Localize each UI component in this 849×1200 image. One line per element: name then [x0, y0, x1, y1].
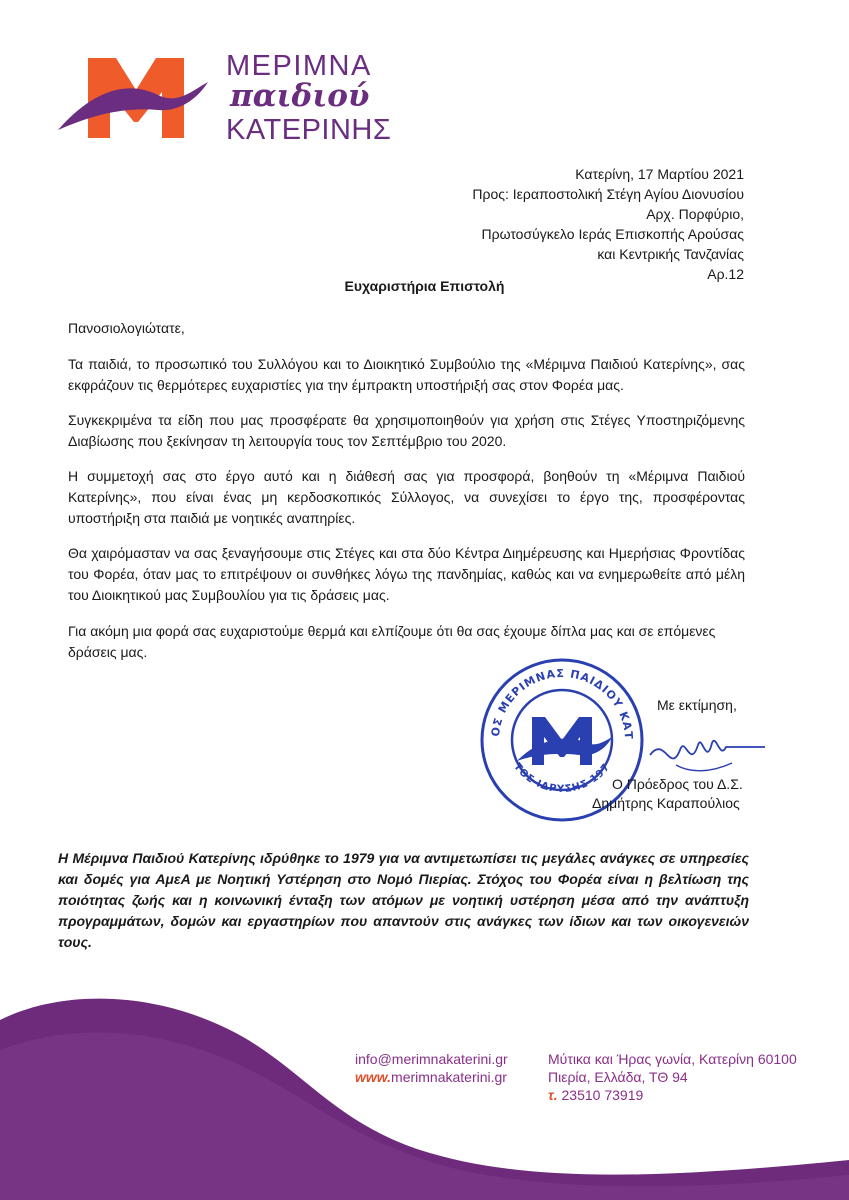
president-name: Δημήτρης Καραπούλιος [592, 795, 740, 811]
recipient-block [472, 164, 744, 284]
paragraph-5: Για ακόμη μια φορά σας ευχαριστούμε θερμά και ελπίζουμε ότι θα σας έχουμε δίπλα μας και σε επόμενες δράσεις μας. [68, 623, 716, 660]
paragraph-3: Η συμμετοχή σας στο έργο αυτό και η διάθεσή σας για προσφορά, βοηθούν τη «Μέριμνα Παιδιού Κατερίνης», που είναι ένας μη κερδοσκοπικός Σύλλογος, να συνεχίσει το έργο της, προσφέροντας υποστήριξη στα παιδιά με νοητικές αναπηρίες. [68, 468, 745, 526]
recipient-line: και Κεντρικής Τανζανίας [597, 246, 744, 262]
paragraph-4: Θα χαιρόμασταν να σας ξεναγήσουμε στις Στέγες και στα δύο Κέντρα Διημέρευσης και Ημερήσιας Φροντίδας του Φορέα, όταν μας το επιτρέψουν οι συνθήκες λόγω της πανδημίας, καθώς και να ενημερωθείτε από μέλη του Διοικητικού μας Συμβουλίου για τις δράσεις μας. [68, 545, 745, 603]
logo-m-mark [58, 50, 223, 150]
salutation: Πανοσιολογιώτατε, [68, 320, 185, 336]
organization-logo [58, 50, 392, 150]
signature [640, 715, 770, 785]
recipient-line: Προς: Ιεραποστολική Στέγη Αγίου Διονυσίου [472, 186, 744, 202]
address-line-1: Μύτικα και Ήρας γωνία, Κατερίνη 60100 [548, 1051, 797, 1067]
website-link[interactable] [355, 1068, 508, 1086]
logo-line-1: ΜΕΡΙΜΝΑ [226, 50, 372, 82]
logo-line-3: ΚΑΤΕΡΙΝΗΣ [226, 114, 392, 146]
president-title: Ο Πρόεδρος του Δ.Σ. [612, 776, 743, 792]
address-line-2: Πιερία, Ελλάδα, ΤΘ 94 [548, 1069, 688, 1085]
phone-prefix: τ. [548, 1087, 558, 1103]
contact-right [548, 1050, 797, 1104]
paragraph-1: Τα παιδιά, το προσωπικό του Συλλόγου και το Διοικητικό Συμβούλιο της «Μέριμνα Παιδιού Κατερίνης», σας εκφράζουν τις θερμότερες ευχαριστίες για την έμπρακτη υποστήριξή σας στον Φορέα μας. [68, 356, 745, 393]
letter-subject: Ευχαριστήρια Επιστολή [344, 278, 505, 294]
organization-description: Η Μέριμνα Παιδιού Κατερίνης ιδρύθηκε το 1979 για να αντιμετωπίσει τις μεγάλες ανάγκες σε υπηρεσίες και δομές για ΑμεΑ με Νοητική Υστέρηση στο Νομό Πιερίας. Στόχος του Φορέα είναι η βελτίωση της ποιότητας ζωής και η κοινωνική ένταξη των ατόμων με νοητική υστέρηση μέσα από την ανάπτυξη προγραμμάτων, δομών και εργαστηρίων που απαντούν στις ανάγκες των ίδιων και των οικογενειών τους. [58, 850, 749, 950]
website-prefix: www. [355, 1069, 392, 1085]
website-domain: merimnakaterini.gr [391, 1069, 507, 1085]
contact-left [355, 1050, 508, 1086]
recipient-line: Πρωτοσύγκελο Ιεράς Επισκοπής Αρούσας [481, 226, 744, 242]
stamp-bottom-text: ΤΟΣ ΙΔΡΥΣΗΣ 197 [511, 761, 613, 796]
logo-line-2: παιδιού [230, 78, 370, 114]
closing-greeting: Με εκτίμηση, [657, 697, 737, 713]
recipient-line: Αρχ. Πορφύριο, [646, 206, 744, 222]
date-line: Κατερίνη, 17 Μαρτίου 2021 [575, 166, 744, 182]
phone-number: 23510 73919 [557, 1087, 644, 1103]
recipient-line: Αρ.12 [707, 266, 744, 282]
email-link[interactable]: info@merimnakaterini.gr [355, 1051, 508, 1067]
phone-line [548, 1086, 797, 1104]
stamp-ring-text: ΟΣ ΜΕΡΙΜΝΑΣ ΠΑΙΔΙΟΥ ΚΑΤ [488, 666, 636, 741]
paragraph-2: Συγκεκριμένα τα είδη που μας προσφέρατε θα χρησιμοποιηθούν για χρήση στις Στέγες Υποστηριζόμενης Διαβίωσης που ξεκίνησαν τη λειτουργία τους τον Σεπτέμβριο του 2020. [68, 412, 745, 449]
